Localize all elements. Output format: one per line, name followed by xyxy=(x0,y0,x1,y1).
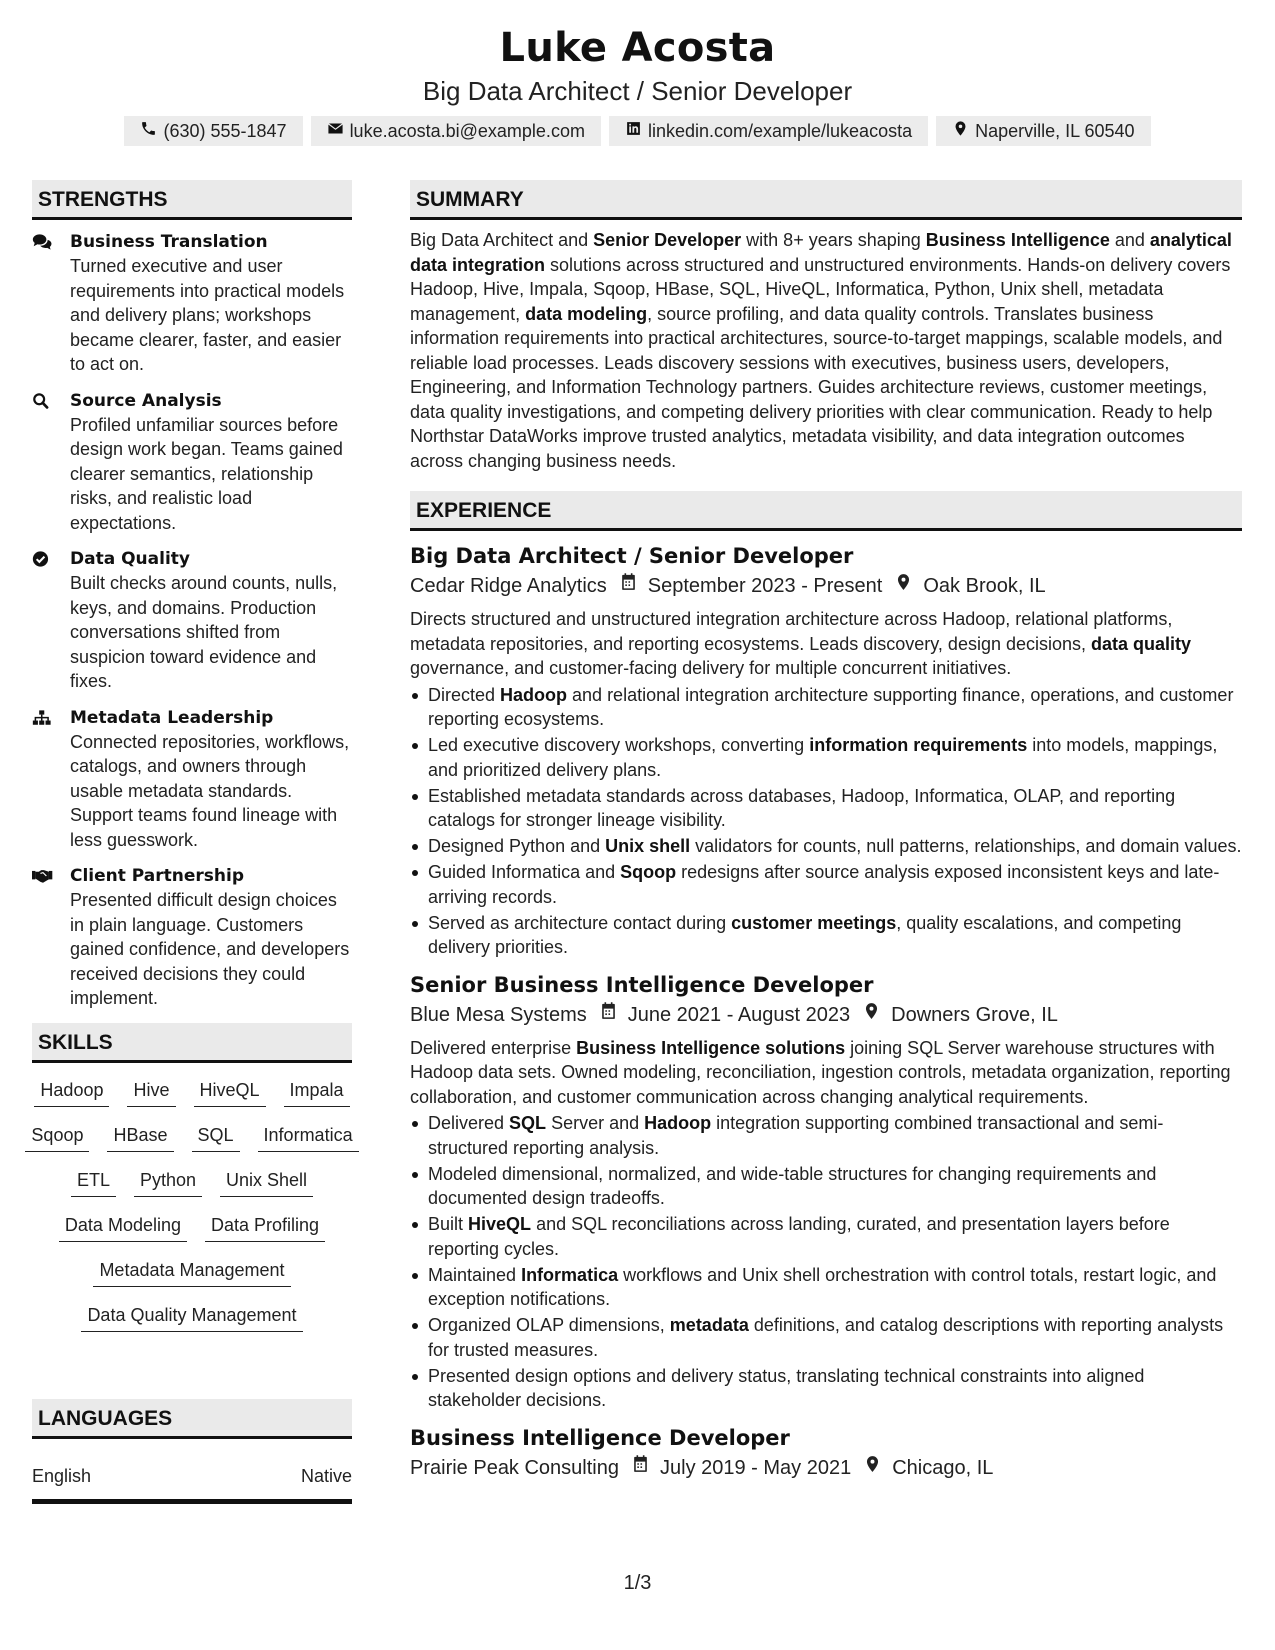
emphasis-text: SQL xyxy=(509,1113,547,1133)
page-number: 1/3 xyxy=(623,1572,652,1594)
contact-email[interactable] xyxy=(311,116,601,146)
contact-bar xyxy=(0,116,1275,146)
skill-tag: Impala xyxy=(284,1077,350,1107)
strength-title: Business Translation xyxy=(70,232,268,252)
contact-linkedin[interactable] xyxy=(609,116,928,146)
phone-icon xyxy=(140,118,157,144)
emphasis-text: Senior Developer xyxy=(593,230,742,250)
experience-heading: EXPERIENCE xyxy=(410,491,1242,531)
body-text: and relational integration architecture supporting finance, operations, and customer reporting ecosystems. xyxy=(428,684,1234,729)
body-text: validators for counts, null patterns, relationships, and domain values. xyxy=(690,836,1242,856)
emphasis-text: Sqoop xyxy=(620,862,677,882)
bullet-item xyxy=(410,860,1242,909)
skills-list xyxy=(32,1077,352,1347)
body-text: into models, mappings, and prioritized delivery plans. xyxy=(428,735,1218,780)
body-text: and xyxy=(1109,230,1150,250)
body-text: definitions, and catalog descriptions with reporting analysts for trusted measures. xyxy=(428,1315,1224,1360)
summary-heading: SUMMARY xyxy=(410,180,1242,220)
body-text: Big Data Architect and xyxy=(410,230,594,250)
summary-text xyxy=(410,228,1242,473)
contact-location-text: Naperville, IL 60540 xyxy=(975,121,1135,141)
body-text: Delivered xyxy=(428,1113,510,1133)
language-name: English xyxy=(32,1465,92,1486)
job-title: Big Data Architect / Senior Developer xyxy=(410,544,854,568)
contact-location xyxy=(936,116,1150,146)
strength-item xyxy=(32,547,352,694)
skill-tag: Data Profiling xyxy=(205,1212,325,1242)
job-meta xyxy=(410,1000,1242,1030)
job-bullets xyxy=(410,683,1242,960)
skill-tag: Data Quality Management xyxy=(81,1302,302,1332)
emphasis-text: Unix shell xyxy=(605,836,691,856)
bullet-item xyxy=(410,1212,1242,1261)
bullet-item xyxy=(410,1263,1242,1312)
job-description xyxy=(410,1036,1242,1110)
skills-heading: SKILLS xyxy=(32,1023,352,1063)
contact-phone[interactable] xyxy=(124,116,302,146)
skill-tag: Informatica xyxy=(258,1122,359,1152)
strength-title: Data Quality xyxy=(70,549,190,569)
job-meta xyxy=(410,1453,1242,1483)
emphasis-text: Informatica xyxy=(521,1264,619,1285)
body-text: , source profiling, and data quality controls. Translates business information requirements into practical architectures, source-to-target mappings, scalable models, and reliable load processes. Leads discovery sessions with executives, business users, developers, Engineering, and Information Technology partners. Guides architecture reviews, customer meetings, data quality investigations, and competing delivery priorities with clear communication. Ready to help Northstar DataWorks improve trusted analytics, metadata visibility, and data integration outcomes across changing business needs. xyxy=(410,303,1223,471)
job-company: Cedar Ridge Analytics xyxy=(410,575,607,597)
body-text: Maintained xyxy=(428,1264,522,1285)
skill-tag: SQL xyxy=(192,1122,240,1152)
strengths-heading: STRENGTHS xyxy=(32,180,352,220)
comments-icon xyxy=(32,230,70,377)
body-text: Organized OLAP dimensions, xyxy=(428,1315,670,1335)
bullet-item xyxy=(410,683,1242,732)
contact-phone-text: (630) 555-1847 xyxy=(163,121,287,141)
job-entry xyxy=(410,541,1242,960)
strength-description: Turned executive and user requirements into practical models and delivery plans; workshops became clearer, faster, and easier to act on. xyxy=(70,256,345,374)
calendar-icon xyxy=(587,1000,628,1030)
emphasis-text: Hadoop xyxy=(500,684,568,705)
body-text: Established metadata standards across databases, Hadoop, Informatica, OLAP, and reporting catalogs for stronger lineage visibility. xyxy=(428,785,1176,830)
candidate-name: Luke Acosta xyxy=(499,25,776,71)
contact-email-text: luke.acosta.bi@example.com xyxy=(349,121,585,141)
location-pin-icon xyxy=(952,118,969,144)
skill-tag: HBase xyxy=(107,1122,173,1152)
skill-tag: Data Modeling xyxy=(59,1212,187,1242)
emphasis-text: metadata xyxy=(669,1315,749,1335)
job-entry xyxy=(410,970,1242,1413)
emphasis-text: data quality xyxy=(1091,633,1192,654)
body-text: solutions across structured and unstructured environments. Hands-on delivery covers Hadoop, Hive, Impala, Sqoop, HBase, SQL, HiveQL, Informatica, Python, Unix shell, metadata management, xyxy=(410,254,1231,324)
bullet-item xyxy=(410,784,1242,833)
strength-description: Built checks around counts, nulls, keys, and domains. Production conversations shifted from suspicion toward evidence and fixes. xyxy=(70,573,338,691)
emphasis-text: Hadoop xyxy=(644,1113,712,1133)
candidate-title: Big Data Architect / Senior Developer xyxy=(422,76,853,106)
body-text: Directs structured and unstructured integration architecture across Hadoop, relational platforms, metadata repositories, and reporting ecosystems. Leads discovery, design decisions, xyxy=(410,609,1173,654)
location-pin-icon xyxy=(850,1000,891,1030)
strength-item xyxy=(32,706,352,853)
body-text: Modeled dimensional, normalized, and wide-table structures for changing requirements and documented design tradeoffs. xyxy=(428,1163,1157,1208)
skill-tag: ETL xyxy=(71,1167,116,1197)
calendar-icon xyxy=(607,571,648,601)
strength-item xyxy=(32,864,352,1011)
calendar-icon xyxy=(619,1453,660,1483)
left-column xyxy=(32,180,352,1504)
envelope-icon xyxy=(327,118,344,144)
strength-title: Client Partnership xyxy=(70,866,245,886)
skill-tag: Sqoop xyxy=(25,1122,89,1152)
bullet-item xyxy=(410,1364,1242,1413)
languages-heading: LANGUAGES xyxy=(32,1399,352,1439)
skill-tag: Python xyxy=(134,1167,202,1197)
emphasis-text: Business Intelligence xyxy=(925,230,1110,250)
handshake-icon xyxy=(32,864,70,1011)
strength-description: Connected repositories, workflows, catalogs, and owners through usable metadata standards. Support teams found lineage with less guesswork. xyxy=(70,731,350,850)
language-row xyxy=(32,1463,352,1504)
strength-title: Metadata Leadership xyxy=(70,707,274,728)
emphasis-text: information requirements xyxy=(809,735,1028,755)
job-location: Downers Grove, IL xyxy=(891,1003,1058,1026)
skill-tag: Hive xyxy=(127,1077,175,1107)
job-bullets xyxy=(410,1111,1242,1413)
resume-header xyxy=(0,22,1275,146)
emphasis-text: customer meetings xyxy=(731,912,897,933)
language-level: Native xyxy=(300,1465,352,1486)
contact-linkedin-text: linkedin.com/example/lukeacosta xyxy=(647,121,913,141)
job-company: Blue Mesa Systems xyxy=(410,1003,587,1026)
body-text: Served as architecture contact during xyxy=(428,912,732,933)
emphasis-text: data modeling xyxy=(525,303,648,324)
body-text: integration supporting combined transactional and semi-structured reporting analysis. xyxy=(428,1113,1164,1158)
job-description xyxy=(410,607,1242,681)
skill-tag: HiveQL xyxy=(194,1077,266,1107)
experience-list xyxy=(410,541,1242,1483)
body-text: joining SQL Server warehouse structures with Hadoop data sets. Owned modeling, reconciliation, ingestion controls, metadata organization, reporting collaboration, and customer communication across changing analytical requirements. xyxy=(410,1037,1231,1107)
strength-description: Profiled unfamiliar sources before design work began. Teams gained clearer semantics, relationship risks, and realistic load expectations. xyxy=(70,414,343,533)
body-text: Guided Informatica and xyxy=(428,862,621,882)
body-text: Built xyxy=(428,1214,469,1234)
job-entry xyxy=(410,1423,1242,1483)
body-text: redesigns after source analysis exposed inconsistent keys and late-arriving records. xyxy=(428,862,1220,907)
body-text: Server and xyxy=(546,1113,645,1133)
bullet-item xyxy=(410,1162,1242,1211)
right-column xyxy=(410,180,1242,1489)
skill-tag: Metadata Management xyxy=(93,1257,290,1287)
body-text: governance, and customer-facing delivery for multiple concurrent initiatives. xyxy=(410,658,1012,678)
sitemap-icon xyxy=(32,706,70,853)
emphasis-text: analytical data integration xyxy=(410,230,1232,275)
body-text: Delivered enterprise xyxy=(410,1037,577,1058)
job-dates: September 2023 - Present xyxy=(647,575,883,597)
location-pin-icon xyxy=(882,571,923,601)
body-text: workflows and Unix shell orchestration with control totals, restart logic, and exception notifications. xyxy=(428,1264,1217,1309)
job-location: Chicago, IL xyxy=(892,1456,994,1479)
job-title: Senior Business Intelligence Developer xyxy=(410,972,874,997)
emphasis-text: Business Intelligence solutions xyxy=(576,1037,846,1058)
body-text: Led executive discovery workshops, converting xyxy=(428,735,810,755)
bullet-item xyxy=(410,1313,1242,1362)
strength-description: Presented difficult design choices in plain language. Customers gained confidence, and developers received decisions they could implement. xyxy=(70,890,350,1008)
emphasis-text: HiveQL xyxy=(468,1214,532,1234)
strength-item xyxy=(32,230,352,377)
body-text: Presented design options and delivery status, translating technical constraints into aligned stakeholder decisions. xyxy=(428,1365,1145,1410)
strengths-list xyxy=(32,230,352,1011)
body-text: Directed xyxy=(428,684,501,705)
check-circle-icon xyxy=(32,547,70,694)
job-company: Prairie Peak Consulting xyxy=(410,1456,619,1479)
bullet-item xyxy=(410,1111,1242,1160)
location-pin-icon xyxy=(851,1453,892,1483)
magnifier-icon xyxy=(32,389,70,536)
job-dates: June 2021 - August 2023 xyxy=(627,1003,851,1026)
body-text: Designed Python and xyxy=(428,836,606,856)
job-title: Business Intelligence Developer xyxy=(410,1425,790,1450)
job-meta xyxy=(410,571,1242,601)
linkedin-icon xyxy=(625,118,642,144)
body-text: and SQL reconciliations across landing, curated, and presentation layers before reporting cycles. xyxy=(428,1214,1170,1259)
job-location: Oak Brook, IL xyxy=(923,575,1046,597)
skill-tag: Hadoop xyxy=(34,1077,109,1107)
bullet-item xyxy=(410,911,1242,960)
bullet-item xyxy=(410,733,1242,782)
body-text: , quality escalations, and competing delivery priorities. xyxy=(428,912,1182,957)
strength-title: Source Analysis xyxy=(70,390,222,411)
body-text: with 8+ years shaping xyxy=(741,230,926,250)
strength-item xyxy=(32,389,352,536)
job-dates: July 2019 - May 2021 xyxy=(660,1456,852,1479)
skill-tag: Unix Shell xyxy=(220,1167,313,1197)
bullet-item xyxy=(410,834,1242,859)
